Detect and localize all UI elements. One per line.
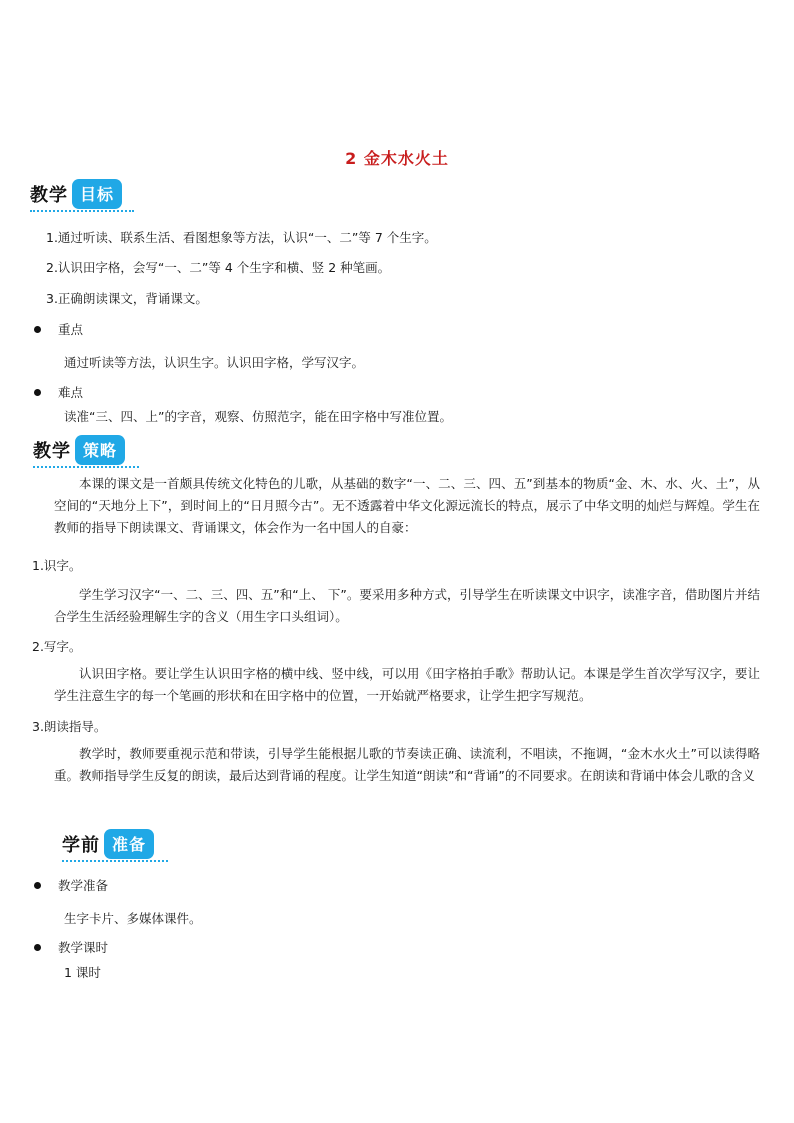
bullet-icon [34,882,41,889]
section-header-badge: 目标 [72,179,122,209]
strategy-paragraph: 认识田字格。要让学生认识田字格的横中线、竖中线，可以用《田字格拍手歌》帮助认记。本课是学生首次学写汉字，要让学生注意生字的每一个笔画的形状和在田字格中的位置，一开始就严格要求，让学生把字写规范。 [54,666,760,703]
section-header-label: 教学 [33,441,71,462]
bullet-icon [34,389,41,396]
strategy-heading: 3.朗读指导。 [32,719,107,734]
goal-item: 3.正确朗读课文，背诵课文。 [46,291,208,306]
strategy-paragraph: 教学时，教师要重视示范和带读，引导学生能根据儿歌的节奏读正确、读流利，不唱读，不拖调，“金木水火土”可以读得略重。教师指导学生反复的朗读，最后达到背诵的程度。让学生知道“朗读”和“背诵”的不同要求。在朗读和背诵中体会儿歌的含义 [54,746,760,783]
materials-text: 生字卡片、多媒体课件。 [64,911,202,926]
section-header-prep [62,828,168,860]
section-header-badge: 策略 [75,435,125,465]
dotted-underline [30,210,134,212]
strategy-paragraph: 学生学习汉字“一、二、三、四、五”和“上、 下”。要采用多种方式，引导学生在听读课文中识字，读准字音，借助图片并结合学生生活经验理解生字的含义（用生字口头组词）。 [54,587,760,624]
section-header-goals [30,178,134,210]
strategy-heading: 2.写字。 [32,639,82,654]
materials-label: 教学准备 [58,878,109,893]
strategy-intro: 本课的课文是一首颇具传统文化特色的儿歌，从基础的数字“一、二、三、四、五”到基本的物质“金、木、水、火、土”，从空间的“天地分上下”，到时间上的“日月照今古”。无不透露着中华文化源远流长的特点，展示了中华文明的灿烂与辉煌。学生在教师的指导下朗读课文、背诵课文，体会作为一名中国人的自豪： [54,476,760,535]
difficulty-text: 读准“三、四、上”的字音，观察、仿照范字，能在田字格中写准位置。 [64,409,452,424]
goal-item: 1.通过听读、联系生活、看图想象等方法，认识“一、二”等 7 个生字。 [46,230,437,245]
page-title: 2 金木水火土 [345,149,449,168]
hours-text: 1 课时 [64,965,101,980]
section-header-label: 学前 [62,835,100,856]
key-point-text: 通过听读等方法，认识生字。认识田字格，学写汉字。 [64,355,365,370]
bullet-icon [34,944,41,951]
dotted-underline [33,466,139,468]
section-header-strategy [33,434,139,466]
strategy-heading: 1.识字。 [32,558,82,573]
dotted-underline [62,860,168,862]
hours-label: 教学课时 [58,940,109,955]
goal-item: 2.认识田字格，会写“一、二”等 4 个生字和横、竖 2 种笔画。 [46,260,391,275]
difficulty-label: 难点 [58,385,84,400]
key-point-label: 重点 [58,322,84,337]
bullet-icon [34,326,41,333]
section-header-badge: 准备 [104,829,154,859]
section-header-label: 教学 [30,185,68,206]
